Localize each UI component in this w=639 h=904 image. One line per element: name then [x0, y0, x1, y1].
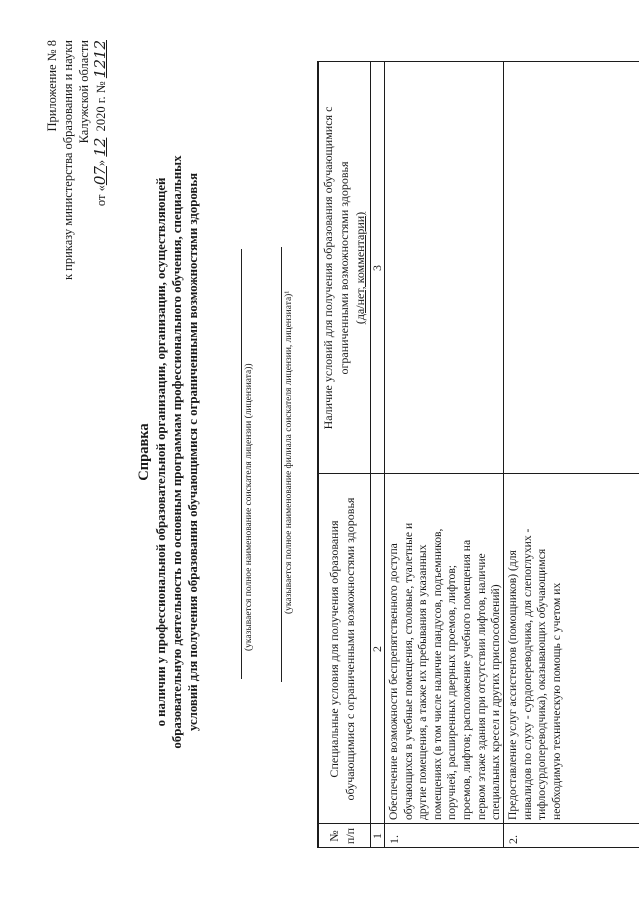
- branch-underline: [281, 247, 282, 682]
- heading-line-1: о наличии у профессиональной образовательной организации, организации, осуществляющей: [154, 177, 168, 727]
- row-2-conditions: [506, 478, 564, 820]
- row-1-line: помещениях (в том числе наличие пандусов, подъемников,: [430, 528, 444, 820]
- table-border-left: [317, 847, 639, 848]
- row-2-number: 2.: [506, 835, 520, 844]
- row-1-line: специальных кресел и других приспособлений): [489, 584, 503, 820]
- heading-line-2: образовательную деятельность по основным программам профессионального обучения, специальных: [170, 155, 184, 749]
- row-1-line: Обеспечение возможности беспрепятственного доступа: [387, 543, 400, 820]
- row-1-line: обучающихся в учебные помещения, столовые, туалетные и: [401, 522, 415, 820]
- row-1-line: другие помещения, а также их пребывания в указанных: [416, 544, 430, 820]
- row-2-line: Предоставление услуг ассистентов (помощников) (для: [506, 550, 519, 820]
- table-border-top: [317, 62, 319, 848]
- branch-caption: (указывается полное наименование филиала соискателя лицензии, лицензиата)¹: [284, 290, 294, 614]
- order-number: 1212: [91, 40, 109, 79]
- row-2-line: необходимую техническую помощь с учетом их: [549, 582, 563, 820]
- table-col-divider-2: [317, 473, 639, 474]
- header-availability-line-3: (да/нет, комментарии): [353, 211, 367, 325]
- row-1-number: 1.: [387, 835, 401, 844]
- table-col-divider-1: [317, 823, 639, 824]
- appendix-line-2: к приказу министерства образования и науки: [61, 40, 75, 281]
- header-no: [326, 824, 358, 848]
- table-border-right: [317, 61, 639, 62]
- appendix-date-line: [93, 40, 108, 206]
- document-title: Справка: [136, 423, 152, 481]
- date-mid: »: [94, 159, 108, 167]
- header-availability-line-2: ограниченными возможностями здоровья: [337, 161, 351, 375]
- appendix-line-1: Приложение № 8: [45, 40, 59, 132]
- date-day: 07: [91, 166, 109, 186]
- col-number-2: 2: [370, 646, 384, 652]
- date-prefix: от «: [94, 185, 108, 207]
- row-2-line: тифлосурдопереводчика), оказывающих обучающимся: [535, 548, 549, 820]
- applicant-underline: [241, 249, 242, 679]
- heading-line-3: условий для получения образования обучающимися с ограниченными возможностями здоровья: [186, 172, 200, 732]
- header-conditions-line-2: обучающимися с ограниченными возможностями здоровья: [343, 497, 357, 801]
- header-no-line-1: №: [327, 830, 341, 842]
- table-numbers-bottom: [384, 62, 385, 848]
- header-availability: [320, 66, 368, 470]
- row-1-conditions: [387, 478, 504, 820]
- date-month: 12: [91, 137, 109, 157]
- header-conditions-line-1: Специальные условия для получения образования: [327, 520, 341, 778]
- appendix-line-3: Калужской области: [77, 40, 91, 144]
- header-no-line-2: п/п: [343, 827, 357, 845]
- header-availability-line-1: Наличие условий для получения образования обучающимися с: [321, 106, 335, 430]
- header-conditions: [326, 478, 358, 820]
- applicant-caption: (указывается полное наименование соискателя лицензии (лицензиата)): [244, 363, 254, 651]
- row-1-line: проемов, лифтов; расположение учебного помещения на: [459, 539, 473, 820]
- col-number-3: 3: [370, 265, 384, 271]
- date-year: 2020 г. №: [94, 81, 108, 132]
- col-number-1: 1: [370, 833, 384, 839]
- row-1-line: поручней, расширенных дверных проемов, лифтов;: [445, 564, 459, 820]
- row-2-line: инвалидов по слуху - сурдопереводчика, для слепоглухих -: [520, 528, 534, 820]
- row-1-line: первом этаже здания при отсутствии лифтов, наличие: [474, 553, 488, 820]
